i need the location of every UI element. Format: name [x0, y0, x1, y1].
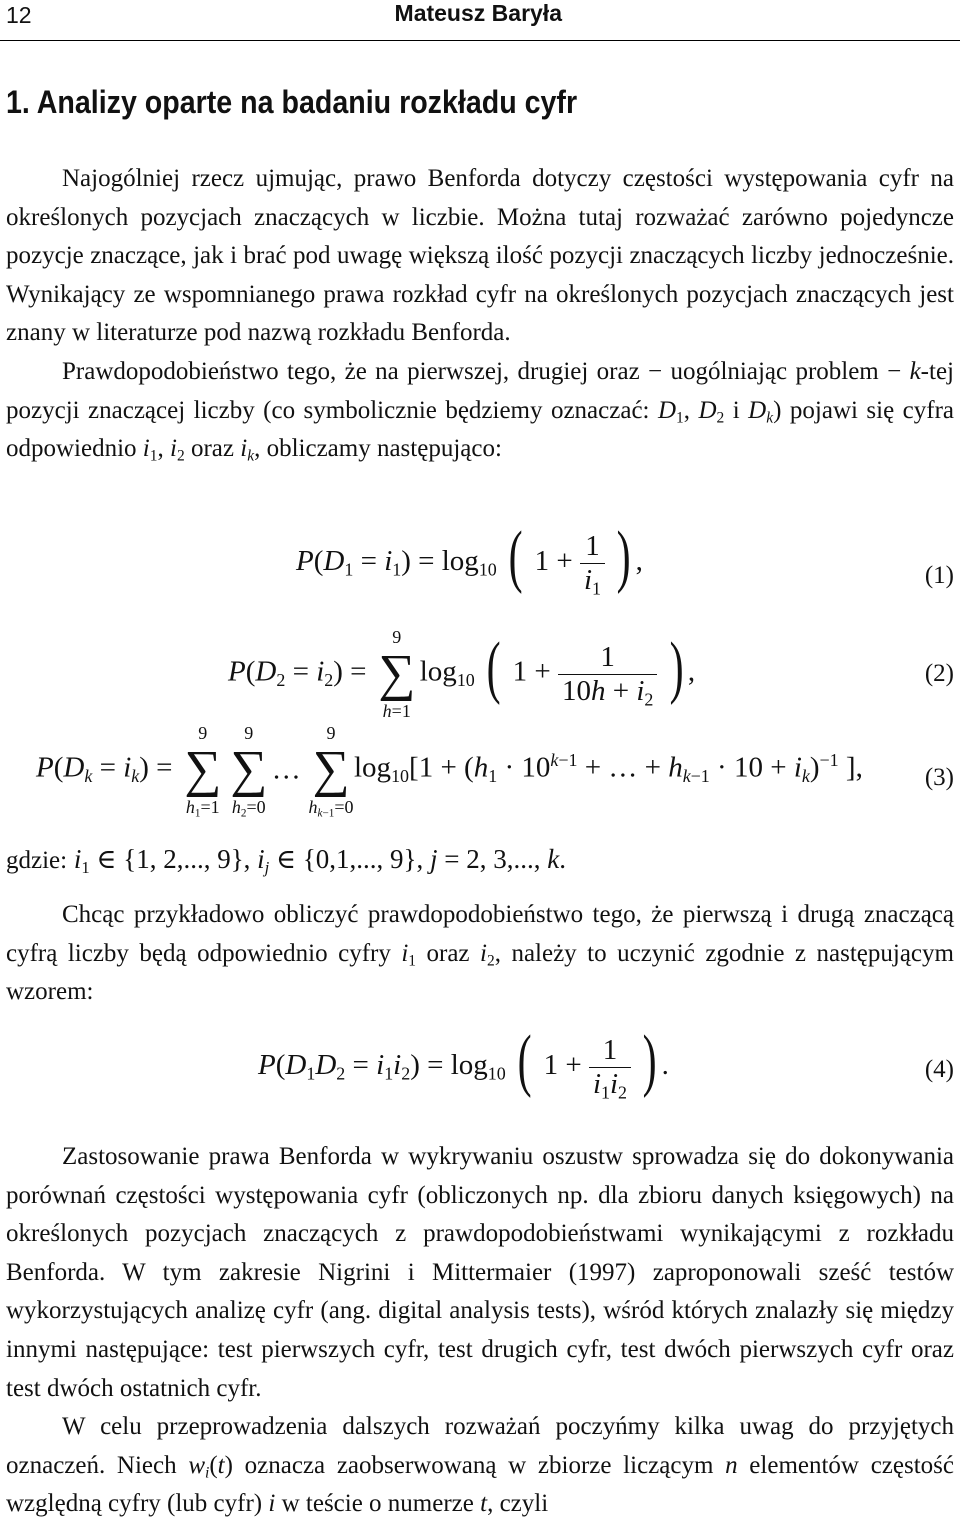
equation-4: $P(D_1D_2 = i_1i_2) = \log_{10}$ ( 1 + $\frac{1}{i_1i_2}$ ) . [258, 1022, 669, 1103]
equation-3: $P(D_k = i_k)$ = 9 ∑ $h_1=1$ 9 ∑ $h_2=0$ … 9 ∑ $h_{k-1}=0$ $\log_{10}[1 + (h_1 \cdot 10^{k-1}$ + … + $h_{k-1} \cdot 10 + i_k)^{-1}$ ], [36, 723, 863, 820]
equation-conditions: gdzie: $i_1$ ∈ {1, 2,..., 9}, $i_j$ ∈ {0,1,..., 9}, j = 2, 3,..., k. [6, 844, 566, 878]
page-number: 12 [6, 2, 32, 28]
intro-paragraph-2: Prawdopodobieństwo tego, że na pierwszej, drugiej oraz − uogólniając problem − k-tej pozycji znaczącej liczby (co symbolicznie będziemy oznaczać: $D_1$, $D_2$ i $D_k$) pojawi się cyfra odpowiednio $i_1$, $i_2$ oraz $i_k$, obliczamy następująco: [6, 357, 954, 465]
running-author: Mateusz Baryła [394, 0, 562, 26]
equation-2: $P(D_2 = i_2)$ = 9 ∑ h=1 $\log_{10}$ ( 1 + $\frac{1}{10h + i_2}$ ) , [228, 627, 696, 721]
equation-number-3: (3) [924, 764, 954, 791]
equation-number-4: (4) [924, 1056, 954, 1083]
equation-1: $P(D_1 = i_1) = \log_{10}$ ( 1 + $\frac{1}{i_1}$ ) , [296, 518, 643, 599]
page-header [0, 0, 960, 44]
closing-paragraph-2: W celu przeprowadzenia dalszych rozważań poczyńmy kilka uwag do przyjętych oznaczeń. Niech $w_i(t)$ oznacza zaobserwowaną w zbiorze liczącym n elementów częstość względną cyfry (lub cyfr) i w teście o numerze t, czyli [6, 1413, 954, 1518]
middle-paragraph: Chcąc przykładowo obliczyć prawdopodobieństwo tego, że pierwszą i drugą znaczącą cyfrą liczby będą odpowiednio cyfry $i_1$ oraz $i_2$, należy to uczynić zgodnie z następującym wzorem: [6, 901, 954, 1006]
section-title: 1. Analizy oparte na badaniu rozkładu cyfr [6, 84, 578, 120]
equation-number-2: (2) [924, 660, 954, 687]
header-rule [0, 40, 960, 41]
intro-text [6, 160, 954, 469]
middle-text [6, 896, 954, 1012]
closing-paragraph-1: Zastosowanie prawa Benforda w wykrywaniu oszustw sprowadza się do dokonywania porównań częstości występowania cyfr (obliczonych np. dla zbioru danych księgowych) na określonych pozycjach znaczących z prawdopodobieństwami wynikającymi z rozkładu Benforda. W tym zakresie Nigrini i Mittermaier (1997) zaproponowali sześć testów wykorzystujących analizę cyfr (ang. digital analysis tests), wśród których znalazły się między innymi następujące: test pierwszych cyfr, test drugich cyfr, test dwóch pierwszych cyfr oraz test dwóch ostatnich cyfr. [6, 1143, 954, 1402]
closing-text [6, 1138, 954, 1524]
equation-number-1: (1) [924, 562, 954, 589]
intro-paragraph-1: Najogólniej rzecz ujmując, prawo Benforda dotyczy częstości występowania cyfr na określonych pozycjach znaczących w liczbie. Można tutaj rozważać zarówno pojedyncze pozycje znaczące, jak i brać pod uwagę większą ilość pozycji znaczących liczby jednocześnie. Wynikający ze wspomnianego prawa rozkład cyfr na określonych pozycjach znaczących jest znany w literaturze pod nazwą rozkładu Benforda. [6, 165, 954, 347]
